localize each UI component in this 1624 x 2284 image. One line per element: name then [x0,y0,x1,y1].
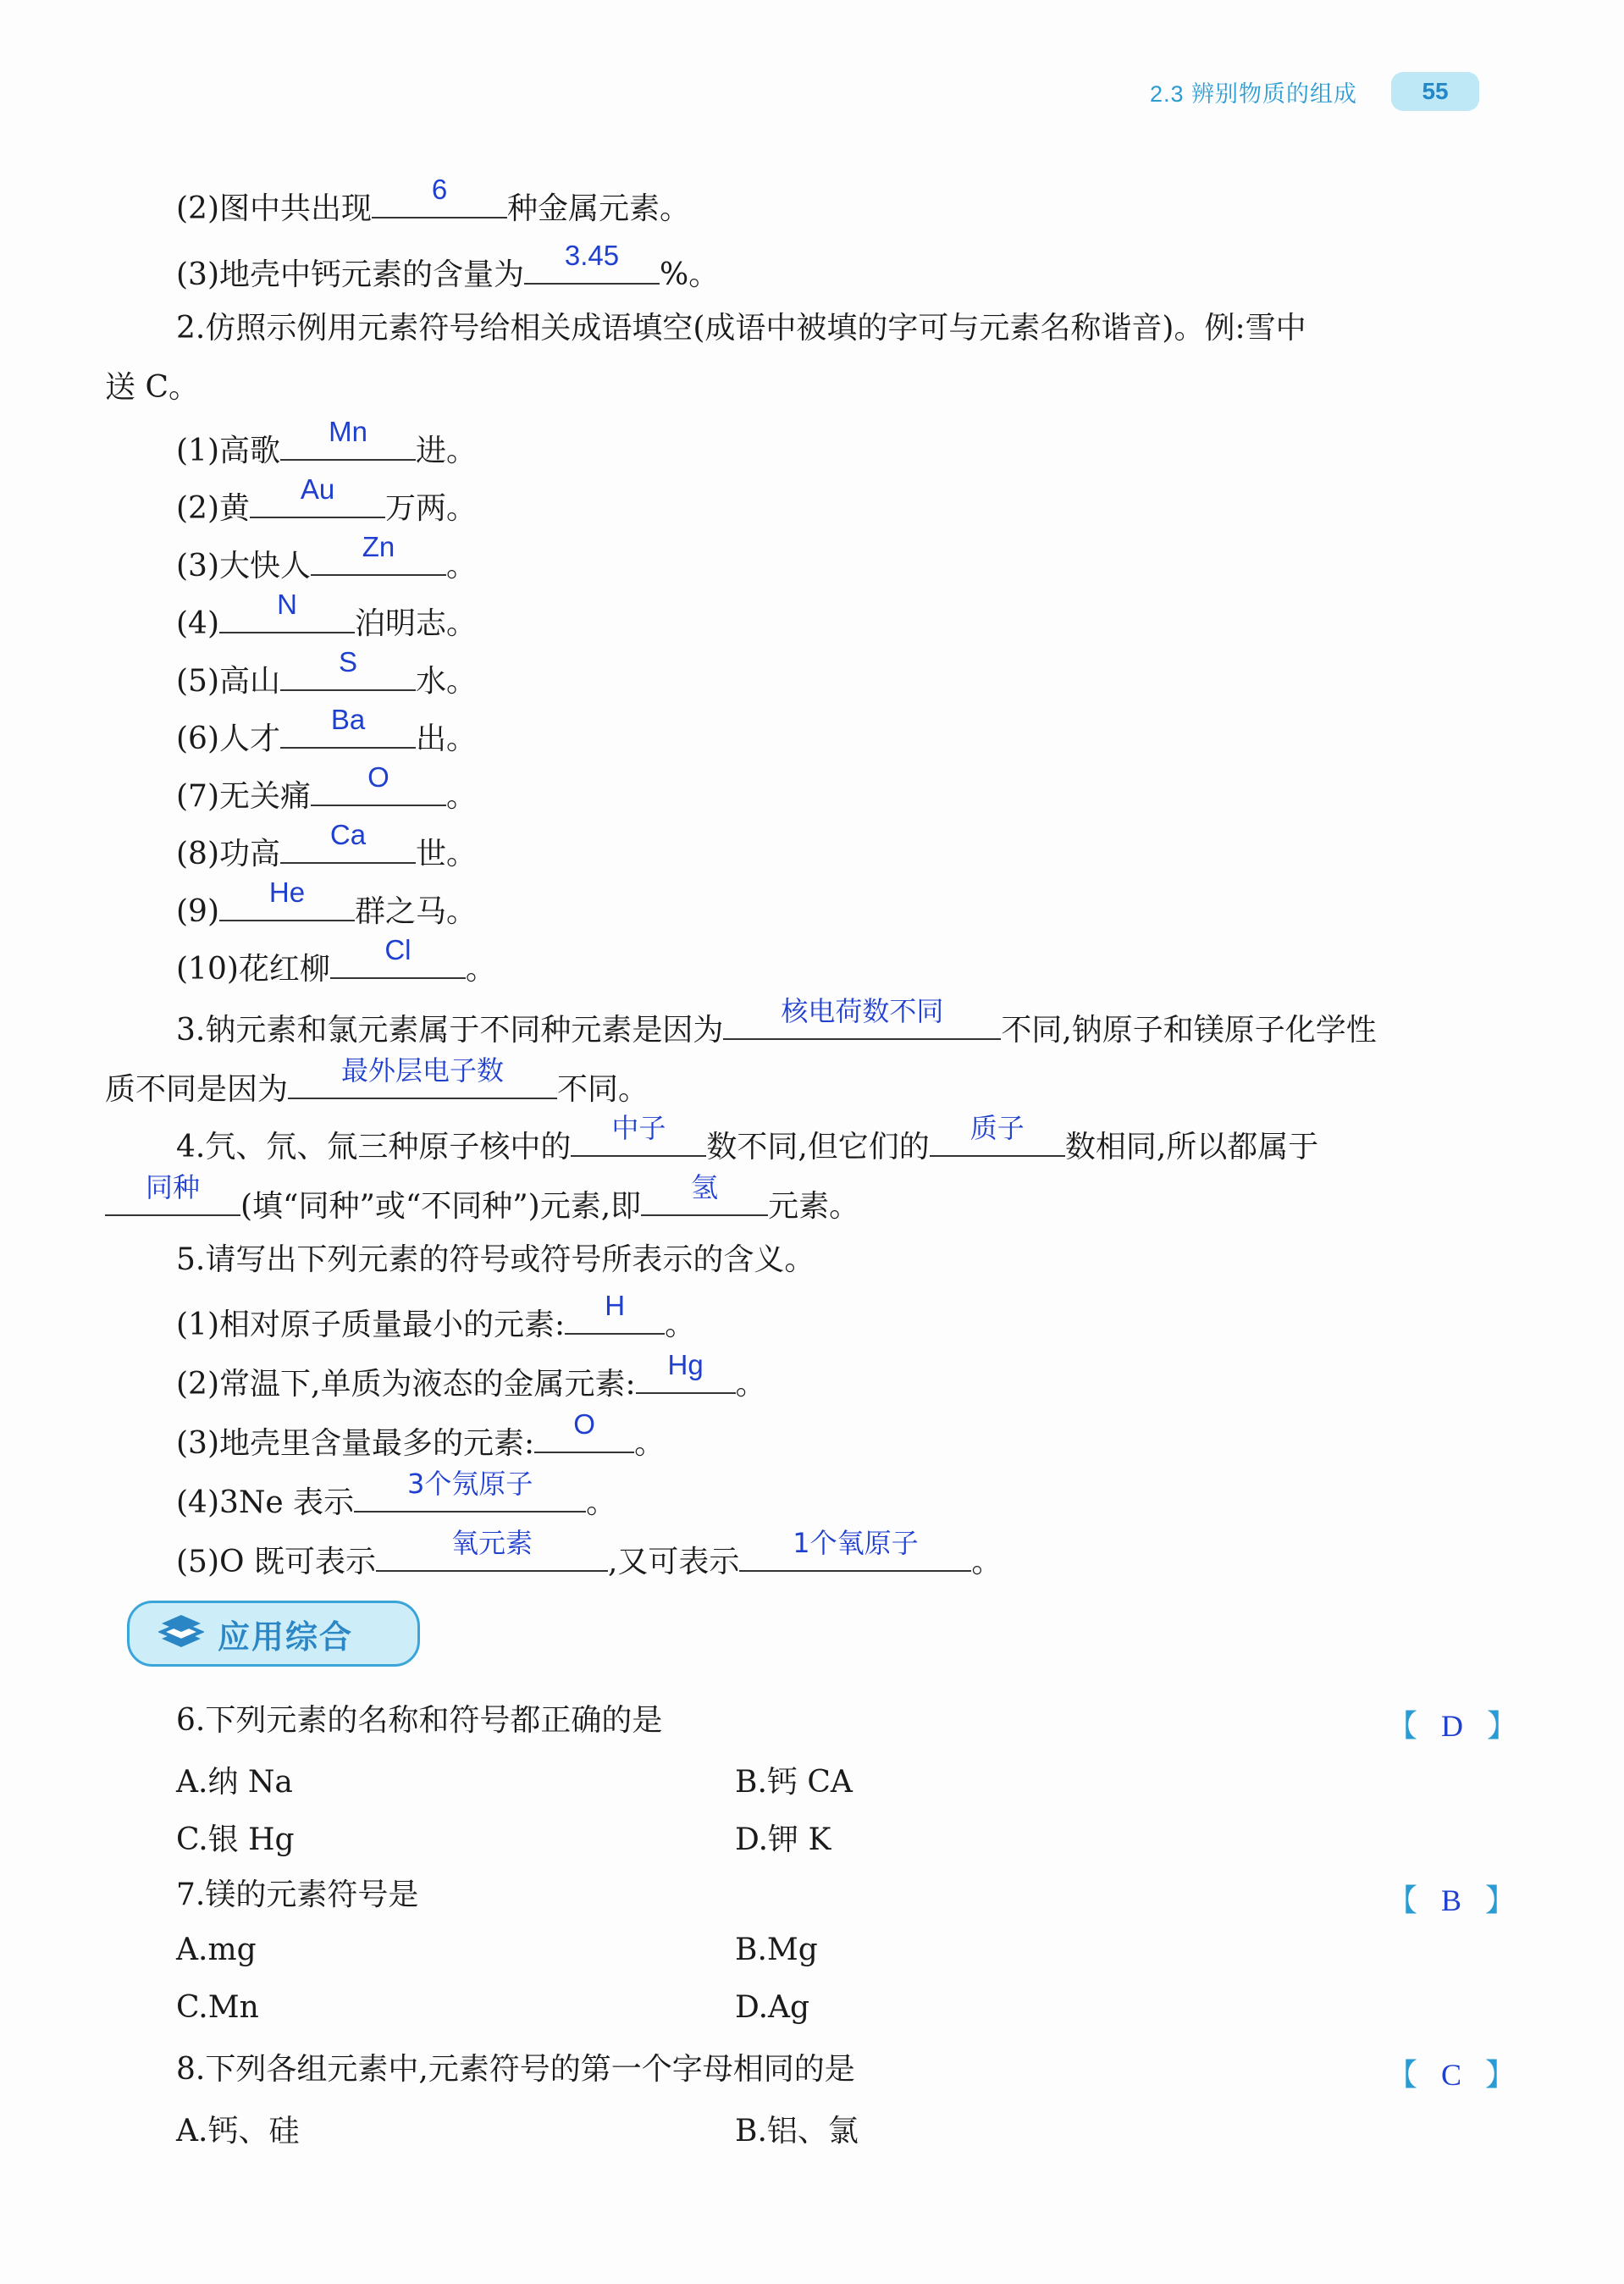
option-a: A.钙、硅 [176,2114,300,2149]
answer-blank: O [534,1418,634,1453]
answer-blank: 核电荷数不同 [723,1004,1001,1040]
q3-line2: 质不同是因为 最外层电子数 不同。 [105,1054,649,1107]
answer-blank: 氧元素 [376,1536,608,1572]
q5-part2: (2)常温下,单质为液态的金属元素: Hg 。 [176,1349,766,1402]
q5-part1: (1)相对原子质量最小的元素: H 。 [176,1290,696,1342]
q1-part3: (3)地壳中钙元素的含量为 3.45 %。 [176,240,720,292]
q2-item: (1)高歌 Mn 进。 [176,416,478,468]
q2-item: (9) He 群之马。 [176,877,478,929]
answer-blank: Cl [330,943,466,979]
answer-blank: Ba [280,713,416,749]
section-badge-label: 应用综合 [218,1618,354,1656]
q3-line1: 3.钠元素和氯元素属于不同种元素是因为 核电荷数不同 不同,钠原子和镁原子化学性 [176,995,1377,1048]
answer-blank: 中子 [571,1121,706,1157]
answer-blank: Mn [280,425,416,461]
q2-stem-cont: 送 C。 [105,370,199,405]
option-a: A.mg [176,1933,257,1967]
q4-line2: 同种 (填“同种”或“不同种”)元素,即 氢 元素。 [105,1181,859,1227]
q5-part4: (4)3Ne 表示 3个氖原子 。 [176,1468,617,1520]
q5-part3: (3)地壳里含量最多的元素: O 。 [176,1408,666,1461]
answer-blank: N [219,598,355,633]
answer-blank: 1个氧原子 [739,1536,971,1572]
section-title: 2.3 辨别物质的组成 [1150,80,1358,107]
book-stack-icon [158,1613,204,1654]
q2-item: (2)黄 Au 万两。 [176,473,478,526]
q2-item: (7)无关痛 O 。 [176,761,478,814]
q2-item: (3)大快人 Zn 。 [176,531,478,583]
selected-answer: D [1441,1709,1464,1743]
answer-blank: S [280,655,416,691]
q5-stem: 5.请写出下列元素的符号或符号所表示的含义。 [176,1242,815,1277]
option-b: B.钙 CA [735,1765,853,1800]
option-a: A.纳 Na [176,1765,293,1800]
q2-item: (5)高山 S 水。 [176,646,478,699]
answer-blank: 3个氖原子 [354,1477,586,1513]
answer-blank: Hg [636,1358,736,1394]
option-d: D.Ag [735,1990,810,2025]
q2-item: (10)花红柳 Cl 。 [176,934,496,987]
mcq-stem: 7.镁的元素符号是 [176,1878,419,1912]
q2-item: (4) N 泊明志。 [176,589,478,641]
selected-answer: B [1441,1883,1462,1917]
answer-blank: He [219,886,355,921]
mcq-stem: 6.下列元素的名称和符号都正确的是 [176,1703,663,1738]
mcq-stem: 8.下列各组元素中,元素符号的第一个字母相同的是 [176,2052,855,2087]
option-b: B.Mg [735,1933,818,1967]
answer-blank: H [565,1299,665,1335]
answer-bracket: 【 C 】 [1387,2057,1516,2092]
answer-blank: 同种 [105,1181,240,1216]
option-d: D.钾 K [735,1822,831,1857]
answer-blank: 最外层电子数 [288,1064,557,1099]
option-c: C.Mn [176,1990,259,2025]
q4-line1: 4.氕、氘、氚三种原子核中的 中子 数不同,但它们的 质子 数相同,所以都属于 [176,1112,1319,1164]
section-badge [127,1601,420,1667]
answer-blank: Au [250,483,385,518]
page-header [1150,68,1479,115]
q1-part2: (2)图中共出现 6 种金属元素。 [176,174,691,226]
answer-blank: 氢 [641,1181,768,1216]
option-b: B.铝、氯 [735,2114,859,2149]
answer-blank: Ca [280,828,416,864]
selected-answer: C [1441,2058,1462,2092]
answer-bracket: 【 D 】 [1387,1708,1518,1743]
option-c: C.银 Hg [176,1822,295,1857]
q2-item: (8)功高 Ca 世。 [176,819,478,871]
answer-blank: Zn [311,540,446,576]
answer-blank: 质子 [930,1121,1065,1157]
answer-blank: 6 [372,183,507,218]
answer-bracket: 【 B 】 [1387,1883,1516,1917]
q2-item: (6)人才 Ba 出。 [176,704,478,756]
answer-blank: O [311,771,446,806]
q2-stem: 2.仿照示例用元素符号给相关成语填空(成语中被填的字可与元素名称谐音)。例:雪中 [176,311,1306,346]
page-number: 55 [1391,72,1479,111]
worksheet-page [24,15,1600,2270]
answer-blank: 3.45 [524,249,660,285]
q5-part5: (5)O 既可表示 氧元素 ,又可表示 1个氧原子 。 [176,1527,1003,1579]
